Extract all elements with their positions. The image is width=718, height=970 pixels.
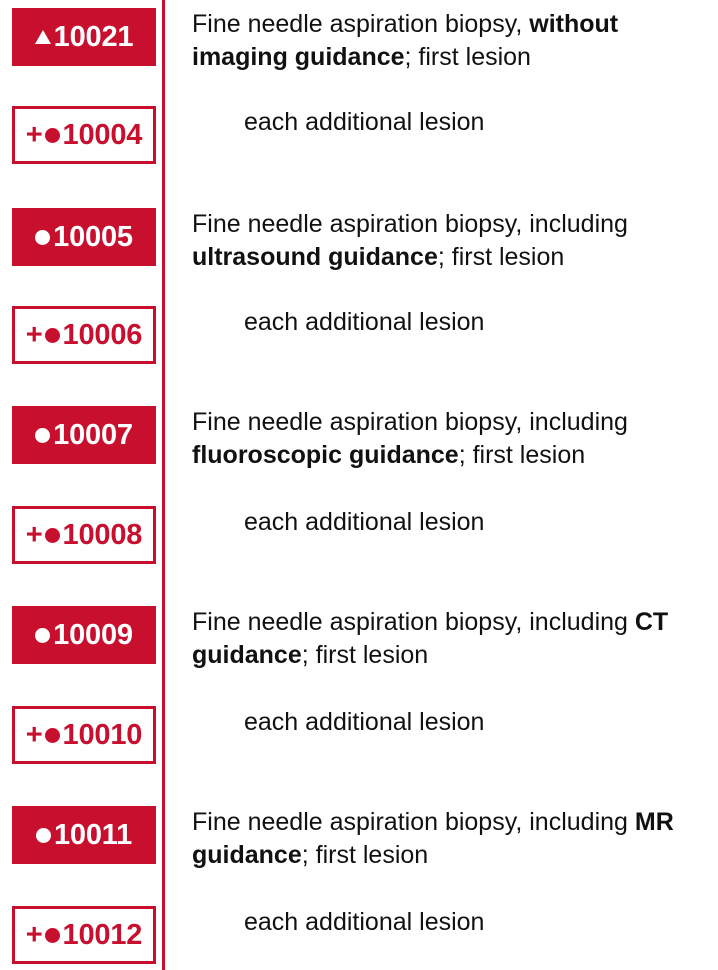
code-number: 10008 xyxy=(62,518,143,551)
description-emphasis: CT guidance xyxy=(192,608,669,669)
code-cell xyxy=(0,406,162,464)
code-number: 10021 xyxy=(53,20,134,53)
revised-code-triangle-icon xyxy=(35,30,51,44)
code-row xyxy=(0,606,718,672)
description-text: ; first lesion xyxy=(437,243,565,271)
telemedicine-bullet-icon xyxy=(35,230,50,245)
code-description xyxy=(162,906,718,939)
code-chip-10012[interactable] xyxy=(12,906,156,964)
code-chip-10007[interactable] xyxy=(12,406,156,464)
telemedicine-bullet-icon xyxy=(35,628,50,643)
add-on-plus-icon: + xyxy=(25,918,43,951)
description-text: each additional lesion xyxy=(244,908,485,936)
telemedicine-bullet-icon xyxy=(45,528,60,543)
code-number: 10005 xyxy=(53,220,133,253)
description-text: Fine needle aspiration biopsy, including xyxy=(192,608,635,636)
code-number: 10012 xyxy=(62,918,143,951)
telemedicine-bullet-icon xyxy=(45,928,60,943)
description-text: each additional lesion xyxy=(244,508,485,536)
code-row xyxy=(0,406,718,472)
description-text: ; first lesion xyxy=(404,43,531,71)
description-text: Fine needle aspiration biopsy, including xyxy=(192,408,628,436)
code-chip-10009[interactable] xyxy=(12,606,156,664)
telemedicine-bullet-icon xyxy=(35,428,50,443)
code-row xyxy=(0,106,718,164)
code-cell xyxy=(0,606,162,664)
description-text: ; first lesion xyxy=(301,841,429,869)
telemedicine-bullet-icon xyxy=(36,828,51,843)
description-text: each additional lesion xyxy=(244,708,485,736)
description-text: Fine needle aspiration biopsy, xyxy=(192,10,530,38)
description-text: Fine needle aspiration biopsy, including xyxy=(192,210,628,238)
code-description xyxy=(162,106,718,139)
description-text: Fine needle aspiration biopsy, including xyxy=(192,808,635,836)
code-cell xyxy=(0,106,162,164)
description-text: each additional lesion xyxy=(244,308,485,336)
description-text: ; first lesion xyxy=(301,641,429,669)
code-description xyxy=(162,706,718,739)
code-description xyxy=(162,306,718,339)
code-cell xyxy=(0,906,162,964)
code-chip-10006[interactable] xyxy=(12,306,156,364)
description-text: ; first lesion xyxy=(458,441,586,469)
code-row xyxy=(0,906,718,964)
description-emphasis: without imaging guidance xyxy=(192,10,619,71)
code-description xyxy=(162,406,718,472)
code-row xyxy=(0,506,718,564)
telemedicine-bullet-icon xyxy=(45,728,60,743)
code-row xyxy=(0,306,718,364)
code-row xyxy=(0,806,718,872)
code-number: 10011 xyxy=(53,818,133,851)
code-cell xyxy=(0,706,162,764)
code-cell xyxy=(0,506,162,564)
code-cell xyxy=(0,208,162,266)
code-cell xyxy=(0,8,162,66)
code-number: 10006 xyxy=(62,318,143,351)
code-chip-10010[interactable] xyxy=(12,706,156,764)
description-emphasis: fluoroscopic guidance xyxy=(192,441,459,469)
code-chip-10008[interactable] xyxy=(12,506,156,564)
telemedicine-bullet-icon xyxy=(45,328,60,343)
code-number: 10004 xyxy=(62,118,143,151)
code-number: 10007 xyxy=(53,418,133,451)
code-row xyxy=(0,8,718,74)
description-text: each additional lesion xyxy=(244,108,485,136)
code-number: 10010 xyxy=(62,718,143,751)
add-on-plus-icon: + xyxy=(25,318,43,351)
code-description xyxy=(162,8,718,74)
add-on-plus-icon: + xyxy=(25,718,43,751)
code-row xyxy=(0,208,718,274)
code-description xyxy=(162,806,718,872)
code-description xyxy=(162,606,718,672)
code-chip-10021[interactable] xyxy=(12,8,156,66)
code-chip-10011[interactable] xyxy=(12,806,156,864)
code-number: 10009 xyxy=(53,618,133,651)
telemedicine-bullet-icon xyxy=(45,128,60,143)
code-chip-10005[interactable] xyxy=(12,208,156,266)
code-description xyxy=(162,506,718,539)
code-cell xyxy=(0,806,162,864)
add-on-plus-icon: + xyxy=(25,518,43,551)
add-on-plus-icon: + xyxy=(25,118,43,151)
code-chip-10004[interactable] xyxy=(12,106,156,164)
code-row xyxy=(0,706,718,764)
description-emphasis: MR guidance xyxy=(192,808,674,869)
code-cell xyxy=(0,306,162,364)
code-description xyxy=(162,208,718,274)
description-emphasis: ultrasound guidance xyxy=(192,243,438,271)
